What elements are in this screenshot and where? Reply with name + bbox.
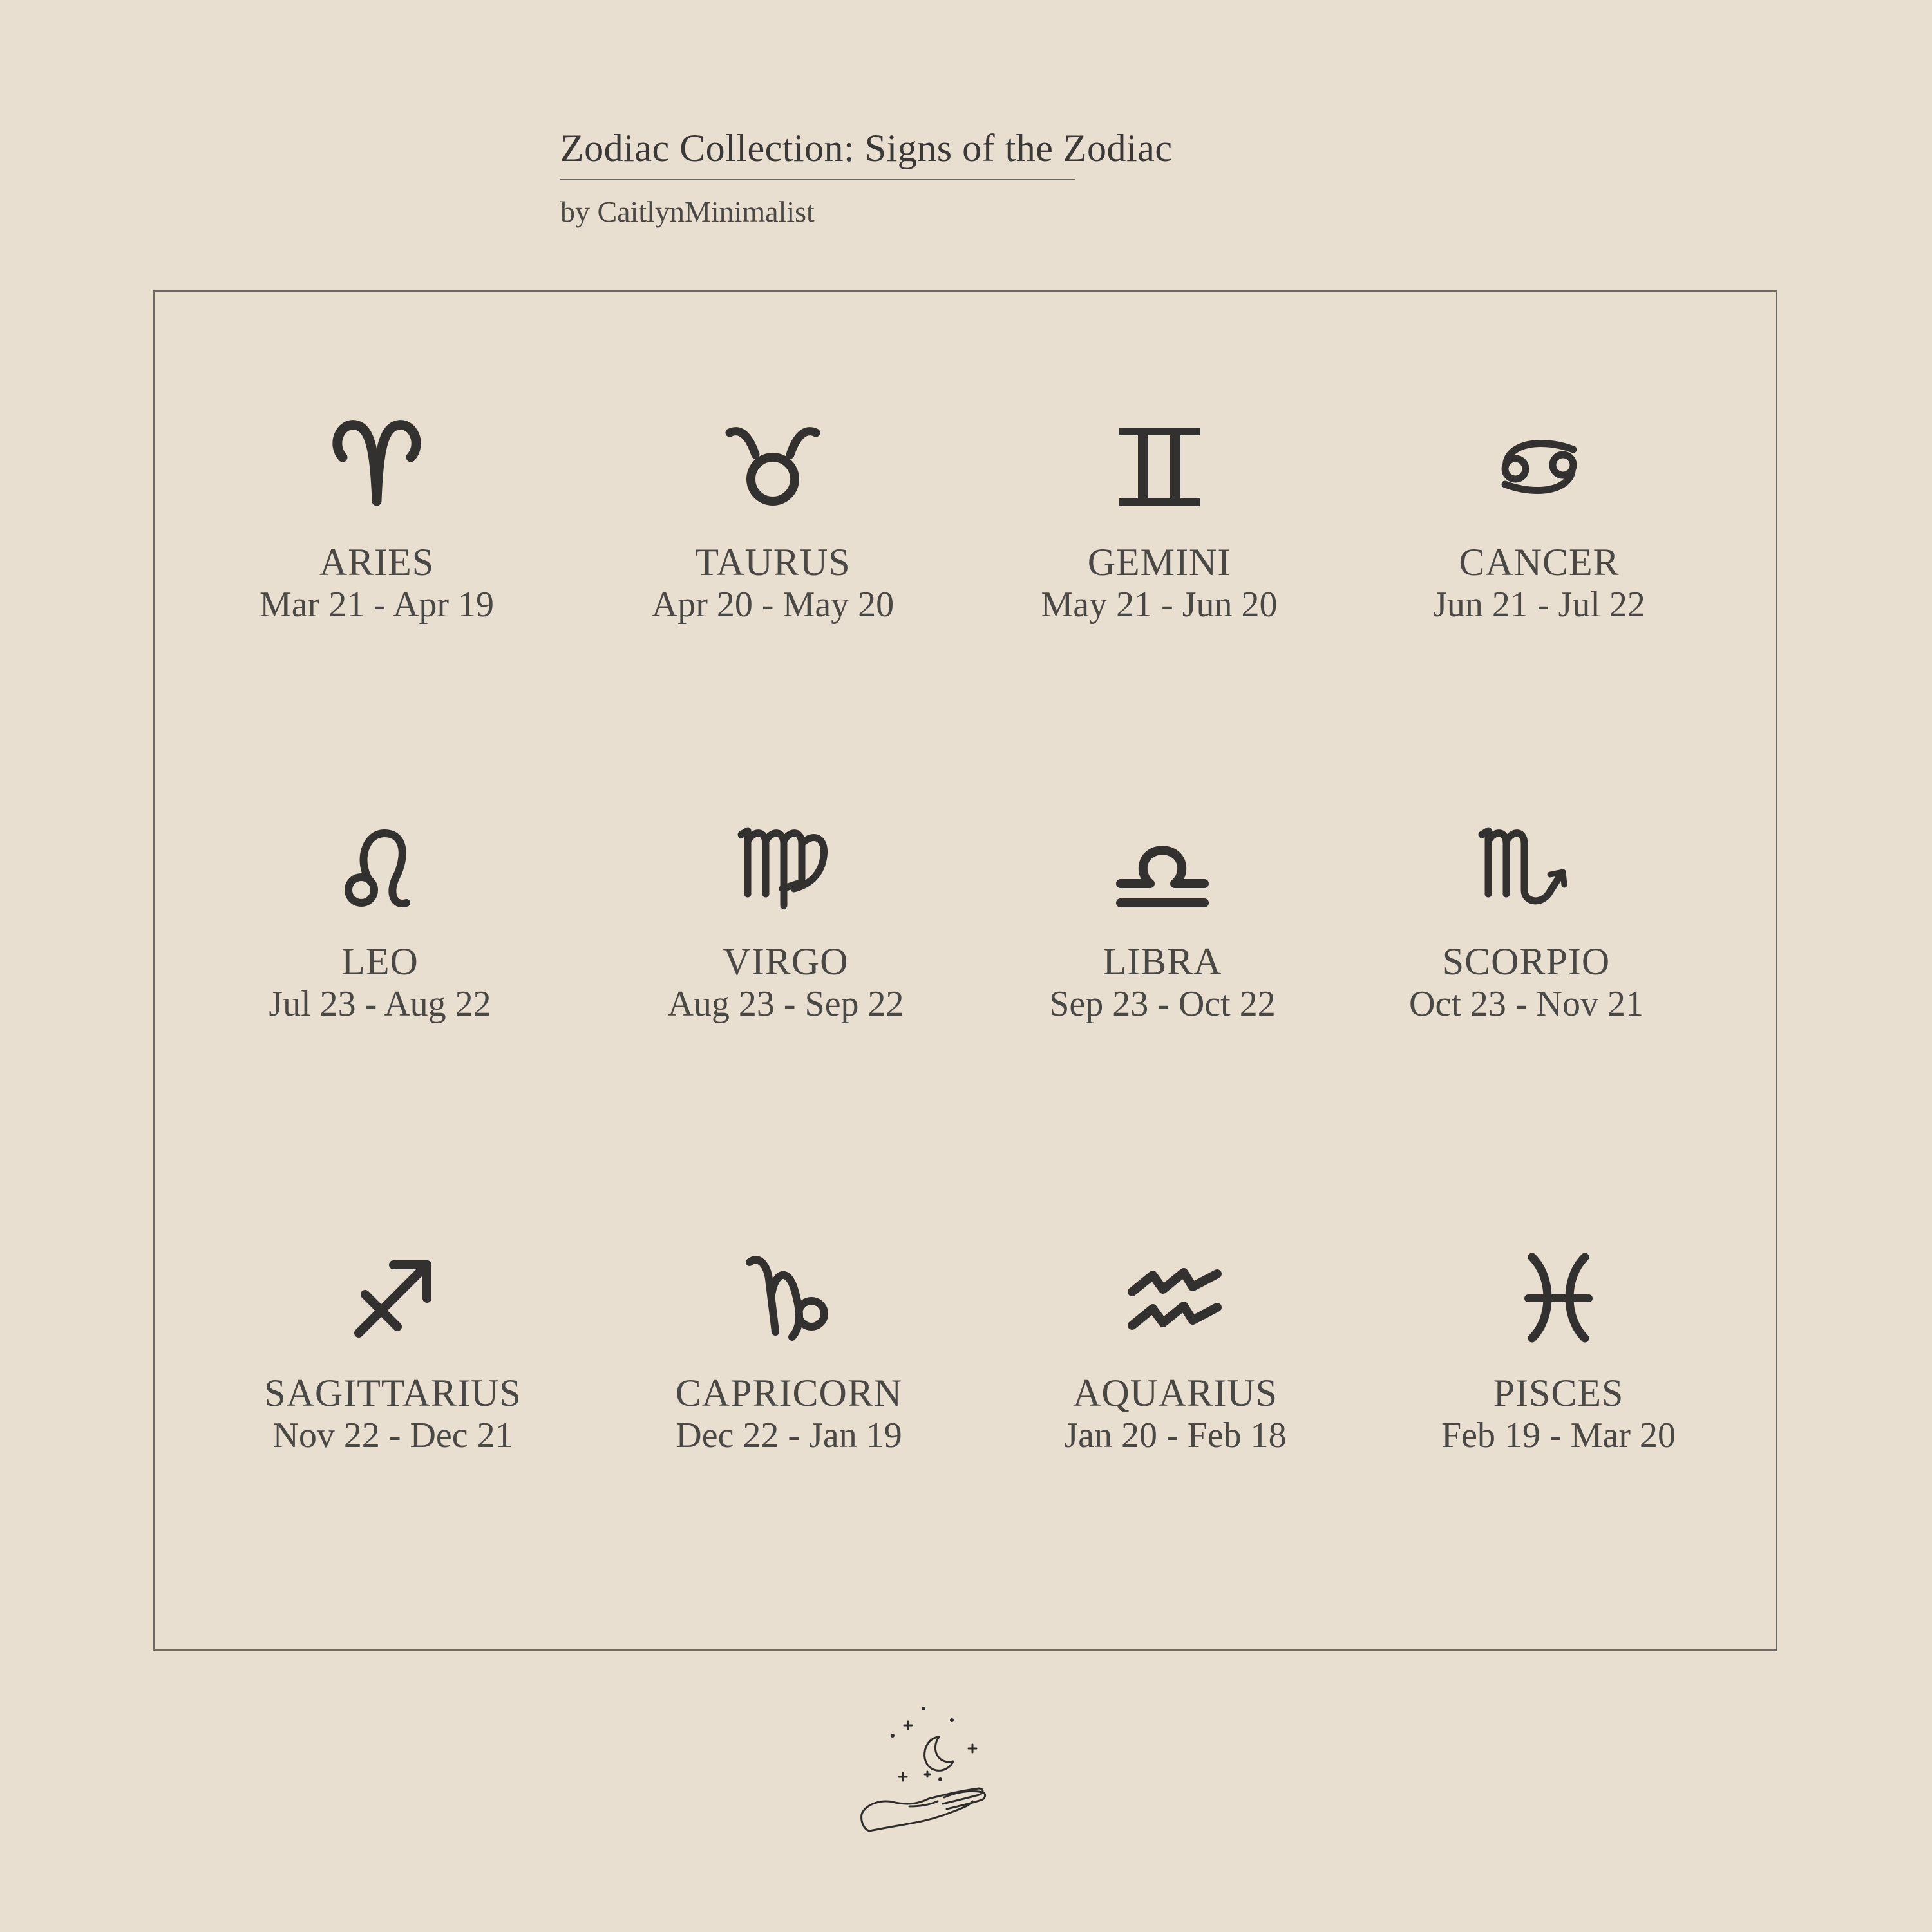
virgo-icon <box>737 818 834 914</box>
page-title: Zodiac Collection: Signs of the Zodiac <box>560 127 1173 169</box>
sign-taurus <box>605 419 940 626</box>
sign-cancer <box>1372 419 1707 626</box>
sign-aries <box>209 419 544 626</box>
capricorn-icon <box>741 1249 837 1346</box>
sign-dates: Dec 22 - Jan 19 <box>676 1416 902 1455</box>
sign-dates: Jul 23 - Aug 22 <box>269 984 491 1024</box>
sign-name: CANCER <box>1459 541 1620 583</box>
leo-icon <box>332 818 428 914</box>
sign-dates: Mar 21 - Apr 19 <box>260 585 494 625</box>
sign-aquarius <box>1008 1249 1343 1457</box>
sign-dates: Aug 23 - Sep 22 <box>667 984 904 1024</box>
byline: by CaitlynMinimalist <box>560 195 815 228</box>
title-underline <box>560 179 1075 180</box>
sign-name: SAGITTARIUS <box>264 1372 522 1414</box>
sign-virgo <box>618 818 953 1025</box>
sign-name: VIRGO <box>723 940 849 983</box>
aquarius-icon <box>1127 1249 1224 1346</box>
hand-moon-stars-icon <box>857 1703 998 1839</box>
sign-dates: Jun 21 - Jul 22 <box>1433 585 1645 625</box>
sign-sagittarius <box>225 1249 560 1457</box>
sign-name: CAPRICORN <box>675 1372 903 1414</box>
sagittarius-icon <box>345 1249 441 1346</box>
sign-dates: Sep 23 - Oct 22 <box>1049 984 1276 1024</box>
scorpio-icon <box>1478 818 1575 914</box>
sign-libra <box>995 818 1330 1025</box>
sign-name: SCORPIO <box>1442 940 1611 983</box>
sign-name: PISCES <box>1493 1372 1624 1414</box>
libra-icon <box>1114 818 1211 914</box>
gemini-icon <box>1111 419 1208 515</box>
sign-name: AQUARIUS <box>1072 1372 1278 1414</box>
sign-dates: Jan 20 - Feb 18 <box>1064 1416 1287 1455</box>
sign-name: ARIES <box>319 541 435 583</box>
sign-scorpio <box>1359 818 1694 1025</box>
sign-dates: May 21 - Jun 20 <box>1041 585 1278 625</box>
sign-capricorn <box>621 1249 956 1457</box>
sign-name: LIBRA <box>1103 940 1222 983</box>
sign-dates: Oct 23 - Nov 21 <box>1409 984 1643 1024</box>
page-header <box>560 122 1172 229</box>
sign-dates: Feb 19 - Mar 20 <box>1441 1416 1676 1455</box>
sign-dates: Nov 22 - Dec 21 <box>272 1416 513 1455</box>
sign-name: LEO <box>341 940 419 983</box>
cancer-icon <box>1491 419 1587 515</box>
sign-gemini <box>992 419 1327 626</box>
pisces-icon <box>1510 1249 1607 1346</box>
aries-icon <box>328 419 425 515</box>
sign-pisces <box>1391 1249 1726 1457</box>
sign-leo <box>213 818 547 1025</box>
taurus-icon <box>724 419 821 515</box>
sign-dates: Apr 20 - May 20 <box>651 585 895 625</box>
sign-name: TAURUS <box>695 541 851 583</box>
sign-name: GEMINI <box>1087 541 1231 583</box>
